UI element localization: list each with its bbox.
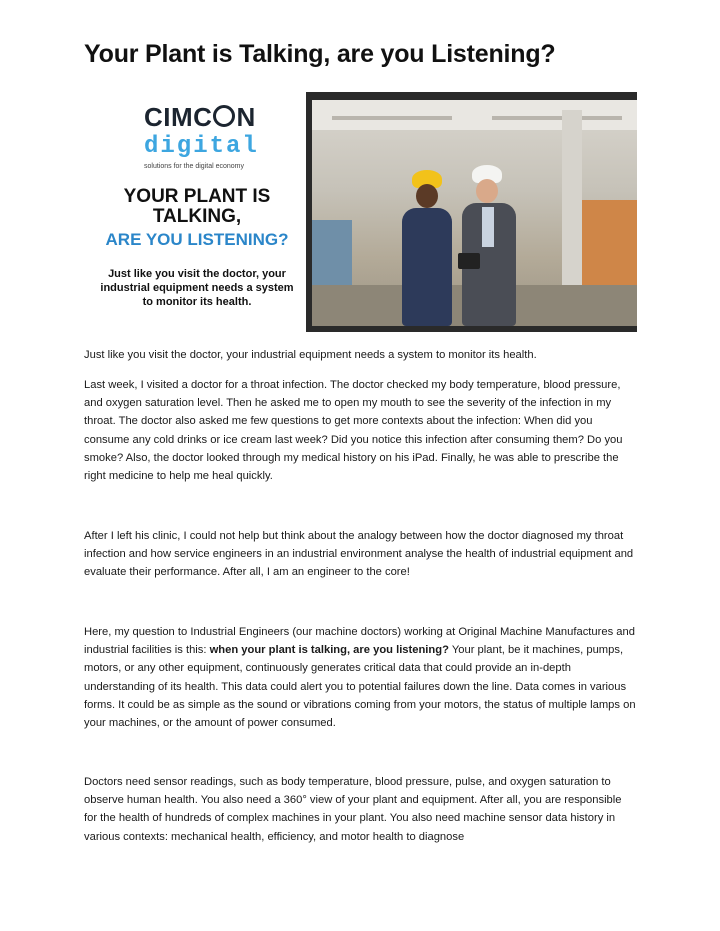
paragraph-analogy: [84, 527, 636, 582]
ceiling-beam: [332, 116, 452, 120]
page-title: Your Plant is Talking, are you Listening?: [84, 40, 556, 68]
paragraph-question: [84, 623, 636, 732]
banner-text-panel: [84, 92, 310, 332]
paragraph-doctor-visit: [84, 376, 636, 485]
tablet-icon: [458, 253, 480, 269]
paragraph-text: After I left his clinic, I could not help but think about the analogy between how the doctor diagnosed my throat infection and how service engineers in an industrial environment analyse the health of industrial equipment and evaluate their performance. After all, I am an engineer to the core!: [84, 530, 634, 579]
banner-subtext: Just like you visit the doctor, your industrial equipment needs a system to monitor its health.: [100, 268, 294, 308]
paragraph-bold-question: when your plant is talking, are you listening?: [209, 644, 449, 657]
ceiling-beam: [492, 116, 622, 120]
paragraph-text-part: Your plant, be it machines, pumps, motors, or any other equipment, continuously generates critical data that could provide an in-depth understanding of its health. This data could alert you to potential failures down the line. Data comes in various forms. It could be as simple as the sound or vibrations coming from your motors, the status of multiple lamps on your machines, or the amount of power consumed.: [84, 644, 636, 730]
blue-machine: [312, 220, 352, 290]
digital-logo-text: digital: [144, 133, 259, 160]
photo-scene: [312, 100, 637, 326]
paragraph-text-part: Here, my question to Industrial Engineers (our machine doctors) working at Original Machine Manufactures and industrial facilities is this:: [84, 626, 635, 657]
paragraph-text: Just like you visit the doctor, your industrial equipment needs a system to monitor its health.: [84, 349, 537, 361]
logo-o-icon: [213, 105, 235, 127]
logo-tagline: solutions for the digital economy: [144, 163, 244, 170]
navy-coverall: [402, 208, 452, 326]
paragraph-text: Last week, I visited a doctor for a throat infection. The doctor checked my body temperature, blood pressure, and oxygen saturation level. Then he asked me to open my mouth to see the severity of the infection in my throat. The doctor also asked me few questions to get more contexts about the infection: When did you consume any cold drinks or ice cream last week? Did you notice this infection after consuming them? Do you smoke? Also, the doctor looked through my medical history on his iPad. Finally, he was able to prescribe the right medicine to help me heal quickly.: [84, 379, 623, 483]
paragraph-intro: [84, 346, 636, 364]
head: [476, 179, 498, 203]
head: [416, 184, 438, 208]
cimcon-logo: CIMC N: [144, 102, 256, 132]
banner-headline-accent: ARE YOU LISTENING?: [105, 230, 289, 249]
factory-ceiling: [312, 100, 637, 130]
factory-engineers-photo: [306, 92, 637, 332]
factory-pillar: [562, 110, 582, 310]
shirt: [482, 207, 494, 247]
paragraph-text: [84, 623, 636, 732]
paragraph-text: Doctors need sensor readings, such as body temperature, blood pressure, pulse, and oxygen saturation to observe human health. You also need a 360° view of your plant and equipment. After all, you are responsible for the health of hundreds of complex machines in your plant. You also need machine sensor data history in various contexts: mechanical health, efficiency, and motor health to diagnose: [84, 776, 622, 843]
hero-banner: [84, 92, 637, 332]
banner-headline: YOUR PLANT IS TALKING,: [123, 186, 271, 227]
paragraph-sensors: [84, 773, 636, 846]
